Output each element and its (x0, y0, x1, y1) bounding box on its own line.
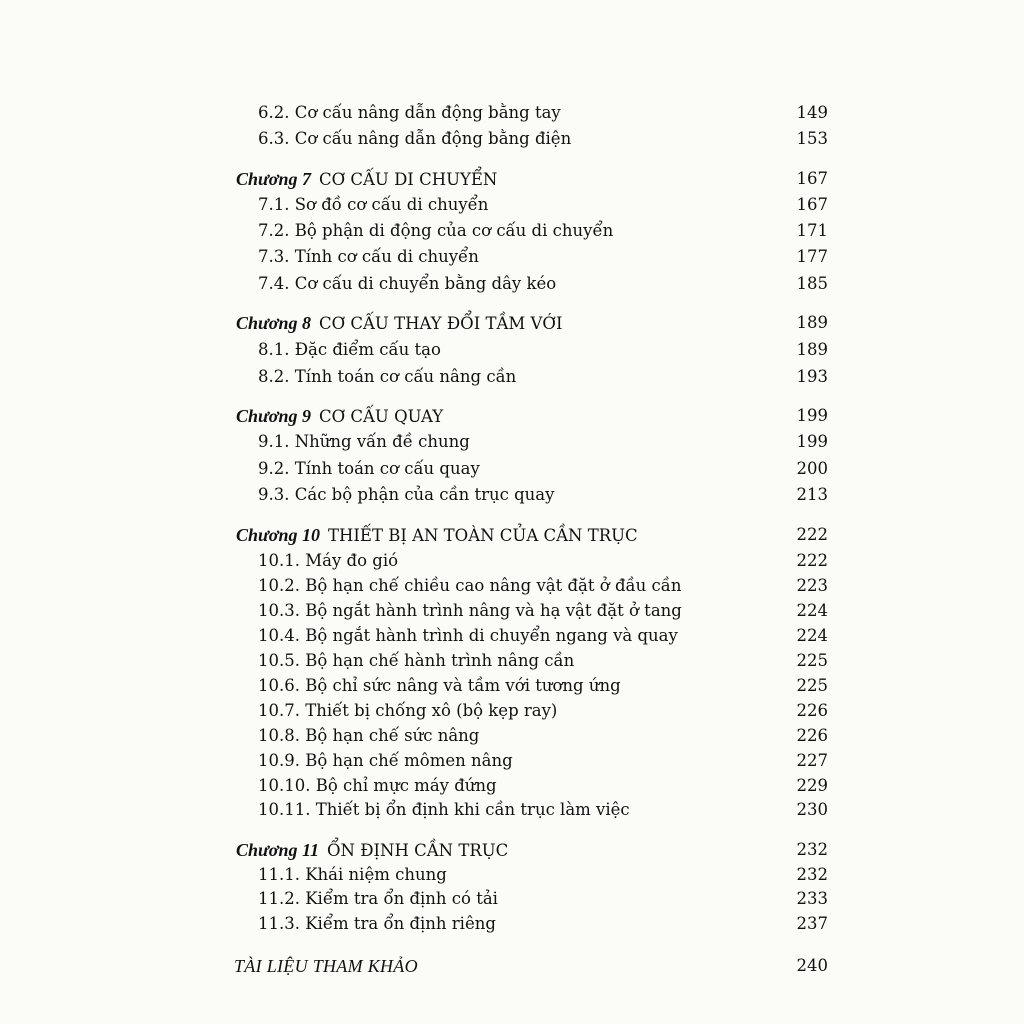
page-number: 226 (796, 726, 828, 745)
section-title: 10.8. Bộ hạn chế sức nâng (258, 726, 480, 745)
chapter-number: Chương 7 (236, 169, 311, 189)
page-number: 224 (796, 601, 828, 620)
section-title: 11.2. Kiểm tra ổn định có tải (258, 889, 498, 908)
page-number: 223 (796, 576, 828, 595)
section-title: 10.9. Bộ hạn chế mômen nâng (258, 751, 513, 770)
page-number: 233 (796, 889, 828, 908)
toc-section-row (0, 548, 1024, 574)
chapter-number: Chương 10 (236, 525, 320, 545)
toc-section-row (0, 598, 1024, 624)
section-title: 10.2. Bộ hạn chế chiều cao nâng vật đặt ở đầu cần (258, 576, 682, 595)
toc-chapter-row (0, 310, 1024, 336)
toc-chapter-row (0, 403, 1024, 429)
section-title: 10.4. Bộ ngắt hành trình di chuyển ngang và quay (258, 626, 678, 645)
chapter-title: ỔN ĐỊNH CẦN TRỤC (326, 841, 509, 860)
page-number: 237 (796, 914, 828, 933)
section-title: 10.7. Thiết bị chống xô (bộ kẹp ray) (258, 701, 558, 720)
page-number: 230 (796, 800, 828, 819)
toc-section-row (0, 648, 1024, 674)
section-title: 7.1. Sơ đồ cơ cấu di chuyển (258, 195, 489, 214)
toc-section-row (0, 271, 1024, 297)
section-title: 10.11. Thiết bị ổn định khi cần trục làm việc (258, 800, 630, 819)
toc-chapter-row (0, 166, 1024, 192)
page-number: 227 (796, 751, 828, 770)
toc-section-row (0, 244, 1024, 270)
page-number: 225 (796, 651, 828, 670)
toc-section-row (0, 573, 1024, 599)
toc-section-row (0, 698, 1024, 724)
page-number: 240 (796, 956, 828, 975)
toc-section-row (0, 673, 1024, 699)
toc-section-row (0, 623, 1024, 649)
toc-section-row (0, 100, 1024, 126)
toc-chapter-row (0, 837, 1024, 863)
chapter-heading (236, 166, 497, 193)
toc-chapter-row (0, 522, 1024, 548)
toc-section-row (0, 192, 1024, 218)
page-number: 153 (796, 129, 828, 148)
chapter-title: THIẾT BỊ AN TOÀN CỦA CẦN TRỤC (327, 526, 638, 545)
page-number: 193 (796, 367, 828, 386)
section-title: 10.1. Máy đo gió (258, 551, 399, 570)
chapter-number: Chương 11 (236, 840, 319, 860)
page-number: 232 (796, 865, 828, 884)
toc-section-row (0, 911, 1024, 937)
chapter-title: CƠ CẤU DI CHUYỂN (318, 170, 498, 189)
section-title: 10.3. Bộ ngắt hành trình nâng và hạ vật đặt ở tang (258, 601, 682, 620)
toc-section-row (0, 218, 1024, 244)
page-number: 177 (796, 247, 828, 266)
page-number: 167 (796, 195, 828, 214)
toc-section-row (0, 773, 1024, 799)
section-title: 10.5. Bộ hạn chế hành trình nâng cần (258, 651, 575, 670)
section-title: 6.2. Cơ cấu nâng dẫn động bằng tay (258, 103, 561, 122)
section-title: 7.2. Bộ phận di động của cơ cấu di chuyển (258, 221, 614, 240)
page-number: 222 (796, 551, 828, 570)
page-number: 226 (796, 701, 828, 720)
toc-section-row (0, 797, 1024, 823)
page-number: 232 (796, 840, 828, 859)
page-number: 189 (796, 313, 828, 332)
page-number: 199 (796, 406, 828, 425)
toc-section-row (0, 886, 1024, 912)
page-number: 200 (796, 459, 828, 478)
section-title: 9.1. Những vấn đề chung (258, 432, 470, 451)
page-number: 224 (796, 626, 828, 645)
toc-reference-row (0, 953, 1024, 979)
page-number: 189 (796, 340, 828, 359)
chapter-number: Chương 8 (236, 313, 311, 333)
section-title: 9.2. Tính toán cơ cấu quay (258, 459, 480, 478)
page-number: 149 (796, 103, 828, 122)
section-title: 8.2. Tính toán cơ cấu nâng cần (258, 367, 517, 386)
toc-section-row (0, 862, 1024, 888)
page-number: 171 (796, 221, 828, 240)
section-title: 7.4. Cơ cấu di chuyển bằng dây kéo (258, 274, 557, 293)
page-number: 213 (796, 485, 828, 504)
page-number: 225 (796, 676, 828, 695)
toc-section-row (0, 456, 1024, 482)
section-title: 10.6. Bộ chỉ sức nâng và tầm với tương ứng (258, 676, 621, 695)
chapter-number: Chương 9 (236, 406, 311, 426)
chapter-heading (236, 310, 562, 337)
toc-section-row (0, 482, 1024, 508)
toc-section-row (0, 337, 1024, 363)
toc-section-row (0, 723, 1024, 749)
toc-section-row (0, 748, 1024, 774)
page-number: 185 (796, 274, 828, 293)
page-number: 199 (796, 432, 828, 451)
section-title: 11.1. Khái niệm chung (258, 865, 447, 884)
chapter-heading (236, 837, 508, 864)
reference-title: TÀI LIỆU THAM KHẢO (234, 956, 418, 976)
section-title: 10.10. Bộ chỉ mực máy đứng (258, 776, 497, 795)
section-title: 6.3. Cơ cấu nâng dẫn động bằng điện (258, 129, 572, 148)
chapter-title: CƠ CẤU THAY ĐỔI TẦM VỚI (318, 314, 563, 333)
toc-section-row (0, 126, 1024, 152)
section-title: 11.3. Kiểm tra ổn định riêng (258, 914, 496, 933)
chapter-heading (236, 403, 443, 430)
page-number: 167 (796, 169, 828, 188)
toc-section-row (0, 364, 1024, 390)
section-title: 9.3. Các bộ phận của cần trục quay (258, 485, 555, 504)
page-number: 222 (796, 525, 828, 544)
section-title: 8.1. Đặc điểm cấu tạo (258, 340, 441, 359)
chapter-title: CƠ CẤU QUAY (318, 407, 444, 426)
chapter-heading (236, 522, 638, 549)
section-title: 7.3. Tính cơ cấu di chuyển (258, 247, 479, 266)
toc-section-row (0, 429, 1024, 455)
page-number: 229 (796, 776, 828, 795)
